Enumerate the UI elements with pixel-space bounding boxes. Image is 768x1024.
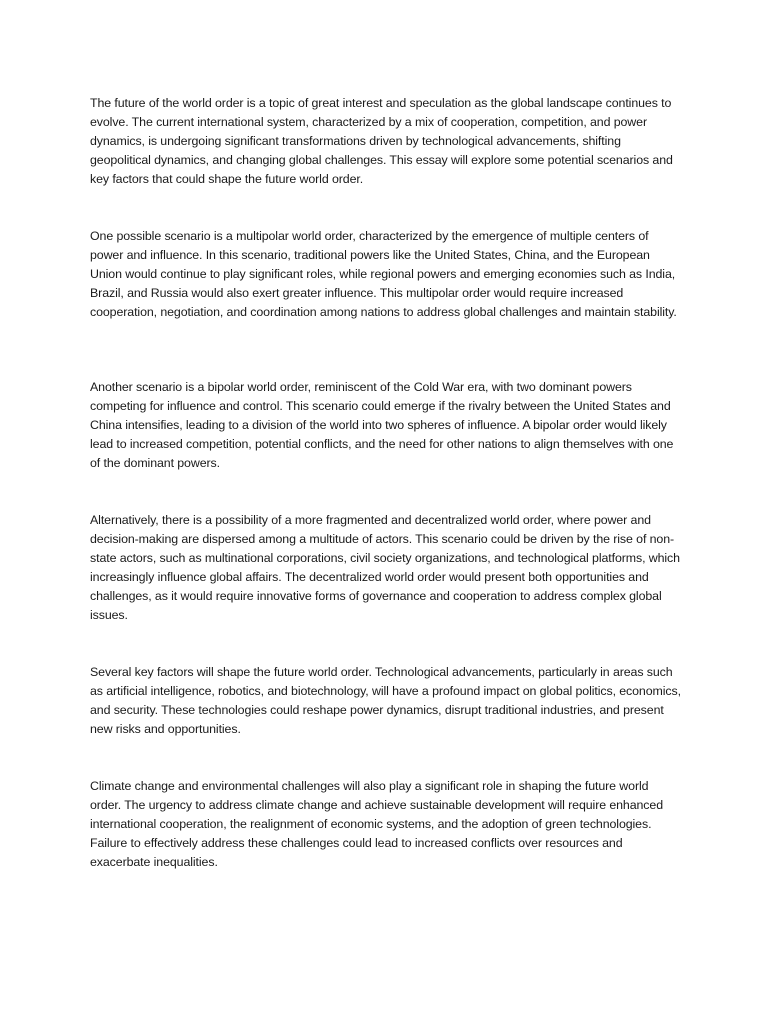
paragraph-fragmented-scenario: Alternatively, there is a possibility of a more fragmented and decentralized world order, where power and decision-making are dispersed among a multitude of actors. This scenario could be driven by the rise of non-state actors, such as multinational corporations, civil society organizations, and technological platforms, which increasingly influence global affairs. The decentralized world order would present both opportunities and challenges, as it would require innovative forms of governance and cooperation to address complex global issues. xyxy=(90,513,680,622)
paragraph-multipolar-scenario: One possible scenario is a multipolar world order, characterized by the emergence of multiple centers of power and influence. In this scenario, traditional powers like the United States, China, and the European Union would continue to play significant roles, while regional powers and emerging economies such as India, Brazil, and Russia would also exert greater influence. This multipolar order would require increased cooperation, negotiation, and coordination among nations to address global challenges and maintain stability. xyxy=(90,229,677,319)
paragraph-introduction: The future of the world order is a topic of great interest and speculation as the global landscape continues to evolve. The current international system, characterized by a mix of cooperation, competition, and power dynamics, is undergoing significant transformations driven by technological advancements, shifting geopolitical dynamics, and changing global challenges. This essay will explore some potential scenarios and key factors that could shape the future world order. xyxy=(90,96,673,186)
paragraph-climate-change: Climate change and environmental challenges will also play a significant role in shaping the future world order. The urgency to address climate change and achieve sustainable development will require enhanced international cooperation, the realignment of economic systems, and the adoption of green technologies. Failure to effectively address these challenges could lead to increased conflicts over resources and exacerbate inequalities. xyxy=(90,779,663,869)
paragraph-bipolar-scenario: Another scenario is a bipolar world order, reminiscent of the Cold War era, with two dominant powers competing for influence and control. This scenario could emerge if the rivalry between the United States and China intensifies, leading to a division of the world into two spheres of influence. A bipolar order would likely lead to increased competition, potential conflicts, and the need for other nations to align themselves with one of the dominant powers. xyxy=(90,380,674,470)
paragraph-key-factors-technology: Several key factors will shape the future world order. Technological advancements, particularly in areas such as artificial intelligence, robotics, and biotechnology, will have a profound impact on global politics, economics, and security. These technologies could reshape power dynamics, disrupt traditional industries, and present new risks and opportunities. xyxy=(90,665,681,736)
